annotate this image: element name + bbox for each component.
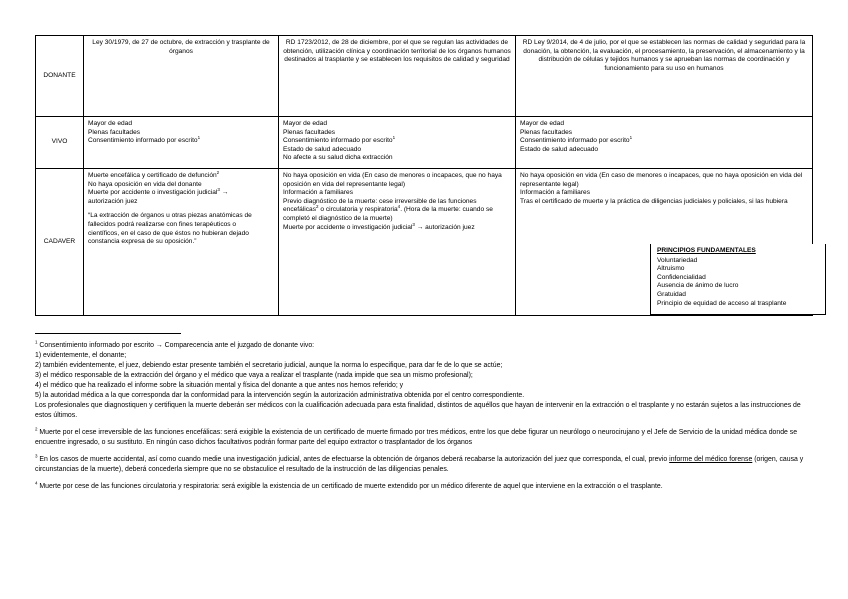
principle-item: Principio de equidad de acceso al trasplante <box>657 299 787 307</box>
footnote-1-item: 4) el médico que ha realizado el informe sobre la situación mental y física del donante a que antes nos hemos referido; y <box>35 382 404 389</box>
cadaver-col2 <box>279 169 516 316</box>
donor-label: DONANTE <box>43 71 76 79</box>
vivo-col2-line: Estado de salud adecuado <box>283 145 362 153</box>
header-law-1979: Ley 30/1979, de 27 de octubre, de extracción y trasplante de órganos <box>84 36 279 117</box>
cadaver-col1-line: autorización juez <box>88 197 138 205</box>
vivo-col1-line: Plenas facultades <box>88 128 141 136</box>
principles-box <box>650 244 826 315</box>
cadaver-col3-line: Información a familiares <box>520 189 590 197</box>
vivo-col2-line: No afecte a su salud dicha extracción <box>283 154 393 162</box>
header-row <box>36 36 813 117</box>
header-donor-cell <box>36 36 84 117</box>
cadaver-col1-line: Muerte por accidente o investigación judicial$^3$ → <box>88 187 229 197</box>
cadaver-col3-line: Tras el certificado de muerte y la práctica de diligencias judiciales y policiales, si las hubiera <box>520 197 788 205</box>
footnote-1-item: 3) el médico responsable de la extracción del órgano y el médico que vaya a realizar el trasplante (nada impide que sea un mismo profesional); <box>35 372 473 379</box>
principle-item: Gratuidad <box>657 290 686 298</box>
vivo-col3-line: Plenas facultades <box>520 128 573 136</box>
footnote-separator <box>35 333 181 334</box>
vivo-label-cell <box>36 117 84 169</box>
footnote-1-title: $^1$ Consentimiento informado por escrito → Comparecencia ante el juzgado de donante vivo: <box>35 339 315 349</box>
vivo-col3-line: Consentimiento informado por escrito$^1$ <box>520 135 633 145</box>
vivo-col2-line: Consentimiento informado por escrito$^1$ <box>283 135 396 145</box>
cadaver-col1-line: Muerte encefálica y certificado de defunción$^2$ <box>88 169 220 179</box>
principle-item: Confidencialidad <box>657 273 706 281</box>
footnote-1-item: 5) la autoridad médica a la que corresponda dar la conformidad para la intervención según la autorización administrativa obtenida por el centro correspondiente. <box>35 392 525 399</box>
vivo-col1-line: Consentimiento informado por escrito$^1$ <box>88 135 201 145</box>
principle-item: Voluntariedad <box>657 256 698 264</box>
cadaver-col2-line: Muerte por accidente o investigación judicial$^3$ → autorización juez <box>283 221 475 231</box>
vivo-col2 <box>279 117 516 169</box>
vivo-label: VIVO <box>51 138 68 146</box>
principle-item: Altruismo <box>657 265 685 273</box>
forensic-report-link: informe del médico forense <box>669 456 753 463</box>
vivo-col2-line: Mayor de edad <box>283 120 327 127</box>
header-rd-2012: RD 1723/2012, de 28 de diciembre, por el que se regulan las actividades de obtención, utilización clínica y coordinación territorial de los órganos humanos destinados al trasplante y se establecen los requisitos de calidad y seguridad <box>279 36 516 117</box>
cadaver-col3-line: No haya oposición en vida (En caso de menores o incapaces, que no haya oposición en vida del representante legal) <box>520 172 803 188</box>
vivo-col2-line: Plenas facultades <box>283 128 336 136</box>
vivo-col1 <box>84 117 279 169</box>
cadaver-col2-line: Información a familiares <box>283 189 353 197</box>
vivo-row <box>36 117 813 169</box>
footnote-2: $^2$ Muerte por el cese irreversible de las funciones encefálicas: será exigible la existencia de un certificado de muerte firmado por tres médicos, entre los que debe figurar un neurólogo o neurocirujano y el Jefe de Servicio de la unidad médica donde se encuentre ingresado, o su sustituto. En ningún caso dichos facultativos podrán formar parte del equipo extractor o trasplantador de los órganos <box>35 426 798 446</box>
cadaver-col1 <box>84 169 279 316</box>
principle-item: Ausencia de ánimo de lucro <box>657 282 739 290</box>
cadaver-col2-line: No haya oposición en vida (En caso de menores o incapaces, que no haya oposición en vida del representante legal) <box>283 172 502 188</box>
vivo-col3-line: Estado de salud adecuado <box>520 145 599 153</box>
vivo-col3 <box>516 117 813 169</box>
cadaver-col2-line: Previo diagnóstico de la muerte: cese irreversible de las funciones encefálicas$^2$ o circulatoria y respiratoria$^4$. (Hora de la muerte: cuando se completó el diagnóstico de la muerte) <box>283 197 493 222</box>
footnotes <box>35 341 815 492</box>
vivo-col1-line: Mayor de edad <box>88 120 132 127</box>
footnote-3: $^3$ En los casos de muerte accidental, así como cuando medie una investigación judicial, antes de efectuarse la obtención de órganos deberá recabarse la autorización del juez que corresponda, el cual, previo informe del médico forense (origen, causa y circunstancias de la muerte), deberá concederla siempre que no se obstaculice el resultado de la instrucción de las diligencias penales. <box>35 453 804 473</box>
vivo-col3-line: Mayor de edad <box>520 120 564 127</box>
cadaver-col1-line: No haya oposición en vida del donante <box>88 180 202 188</box>
footnote-4: $^4$ Muerte por cese de las funciones circulatoria y respiratoria: será exigible la existencia de un certificado de muerte extendido por un médico diferente de aquel que interviene en la extracción o el trasplante. <box>35 480 663 490</box>
footnote-1-item: 1) evidentemente, el donante; <box>35 352 127 359</box>
cadaver-label-cell <box>36 169 84 316</box>
header-rdl-2014: RD Ley 9/2014, de 4 de julio, por el que se establecen las normas de calidad y seguridad para la donación, la obtención, la evaluación, el procesamiento, la preservación, el almacenamiento y la distribución de células y tejidos humanos y se aprueban las normas de coordinación y funcionamiento para su uso en humanos <box>516 36 813 117</box>
cadaver-col1-quote: “La extracción de órganos u otras piezas anatómicas de fallecidos podrá realizarse con fines terapéuticos o científicos, en el caso de que éstos no hubieran dejado constancia expresa de su oposición.” <box>88 212 252 246</box>
footnote-1-item: 2) también evidentemente, el juez, debiendo estar presente también el secretario judicial, aunque la norma lo especifique, para dar fe de lo que se actúe; <box>35 362 503 369</box>
footnote-1-extra: Los profesionales que diagnostiquen y certifiquen la muerte deberán ser médicos con la cualificación adecuada para esta finalidad, distintos de aquéllos que hayan de intervenir en la extracción o el trasplante y no estarán sujetos a las instrucciones de estos últimos. <box>35 402 801 419</box>
cadaver-label: CADAVER <box>43 237 76 245</box>
principles-title: PRINCIPIOS FUNDAMENTALES <box>657 247 756 254</box>
